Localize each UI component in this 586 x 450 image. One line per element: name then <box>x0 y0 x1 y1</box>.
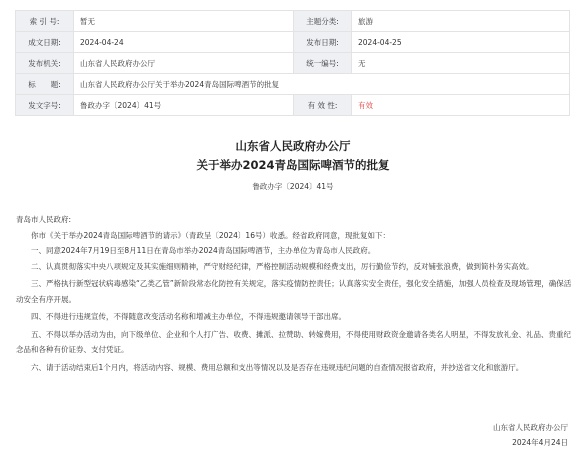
title-value: 山东省人民政府办公厅关于举办2024青岛国际啤酒节的批复 <box>74 74 570 95</box>
unified-number-value: 无 <box>352 53 570 74</box>
sign-date: 2024年4月24日 <box>512 438 568 447</box>
issuing-authority-label: 发布机关: <box>16 53 74 74</box>
document-body <box>16 212 572 375</box>
title-label: 标 题: <box>16 74 74 95</box>
document-heading <box>0 137 586 192</box>
metadata-row <box>16 53 570 74</box>
metadata-row <box>16 11 570 32</box>
metadata-table <box>15 10 570 116</box>
paragraph-6: 六、请于活动结束后1个月内，将活动内容、规模、费用总额和支出等情况以及是否存在违规违纪问题的自查情况报省政府，并抄送省文化和旅游厅。 <box>31 362 524 372</box>
signature-block <box>493 420 568 450</box>
issuing-authority-value: 山东省人民政府办公厅 <box>74 53 294 74</box>
document-number: 鲁政办字〔2024〕41号 <box>252 182 334 191</box>
written-date-value: 2024-04-24 <box>74 32 294 53</box>
publish-date-value: 2024-04-25 <box>352 32 570 53</box>
metadata-row <box>16 74 570 95</box>
document-number-value: 鲁政办字〔2024〕41号 <box>74 95 294 116</box>
validity-label: 有 效 性: <box>294 95 352 116</box>
paragraph-5: 五、不得以举办活动为由，向下级单位、企业和个人打广告、收费、摊派、拉赞助、转嫁费用，不得使用财政资金邀请各类名人明星，不得发放礼金、礼品、贵重纪念品和各种有价证券、支付凭证。 <box>16 329 571 354</box>
index-number-label: 索 引 号: <box>16 11 74 32</box>
publish-date-label: 发布日期: <box>294 32 352 53</box>
metadata-row <box>16 95 570 116</box>
topic-category-value: 旅游 <box>352 11 570 32</box>
paragraph-4: 四、不得进行违规宣传，不得随意改变活动名称和增减主办单位，不得违规邀请领导干部出席。 <box>31 312 346 321</box>
index-number-value: 暂无 <box>74 11 294 32</box>
paragraph-2: 二、认真贯彻落实中央八项规定及其实施细则精神，严守财经纪律，严格控制活动规模和经费支出，厉行勤俭节约，反对铺张浪费，做到简朴务实高效。 <box>31 261 534 271</box>
document-title-line2: 关于举办2024青岛国际啤酒节的批复 <box>196 158 390 172</box>
intro-paragraph: 你市《关于举办2024青岛国际啤酒节的请示》（青政呈〔2024〕16号）收悉。经省政府同意，现批复如下： <box>31 230 390 240</box>
validity-value: 有效 <box>352 95 570 116</box>
metadata-row <box>16 32 570 53</box>
paragraph-1: 一、同意2024年7月19日至8月11日在青岛市举办2024青岛国际啤酒节，主办单位为青岛市人民政府。 <box>31 246 376 255</box>
paragraph-3: 三、严格执行新型冠状病毒感染“乙类乙管”新阶段常态化防控有关规定，落实疫情防控责任；认真落实安全责任，强化安全措施，加强人员检查及现场管理，确保活动安全有序开展。 <box>16 279 572 304</box>
unified-number-label: 统一编号: <box>294 53 352 74</box>
document-number-label: 发文字号: <box>16 95 74 116</box>
signer: 山东省人民政府办公厅 <box>493 423 568 432</box>
salutation: 青岛市人民政府: <box>16 215 72 224</box>
document-title-line1: 山东省人民政府办公厅 <box>235 139 351 153</box>
topic-category-label: 主题分类: <box>294 11 352 32</box>
written-date-label: 成文日期: <box>16 32 74 53</box>
